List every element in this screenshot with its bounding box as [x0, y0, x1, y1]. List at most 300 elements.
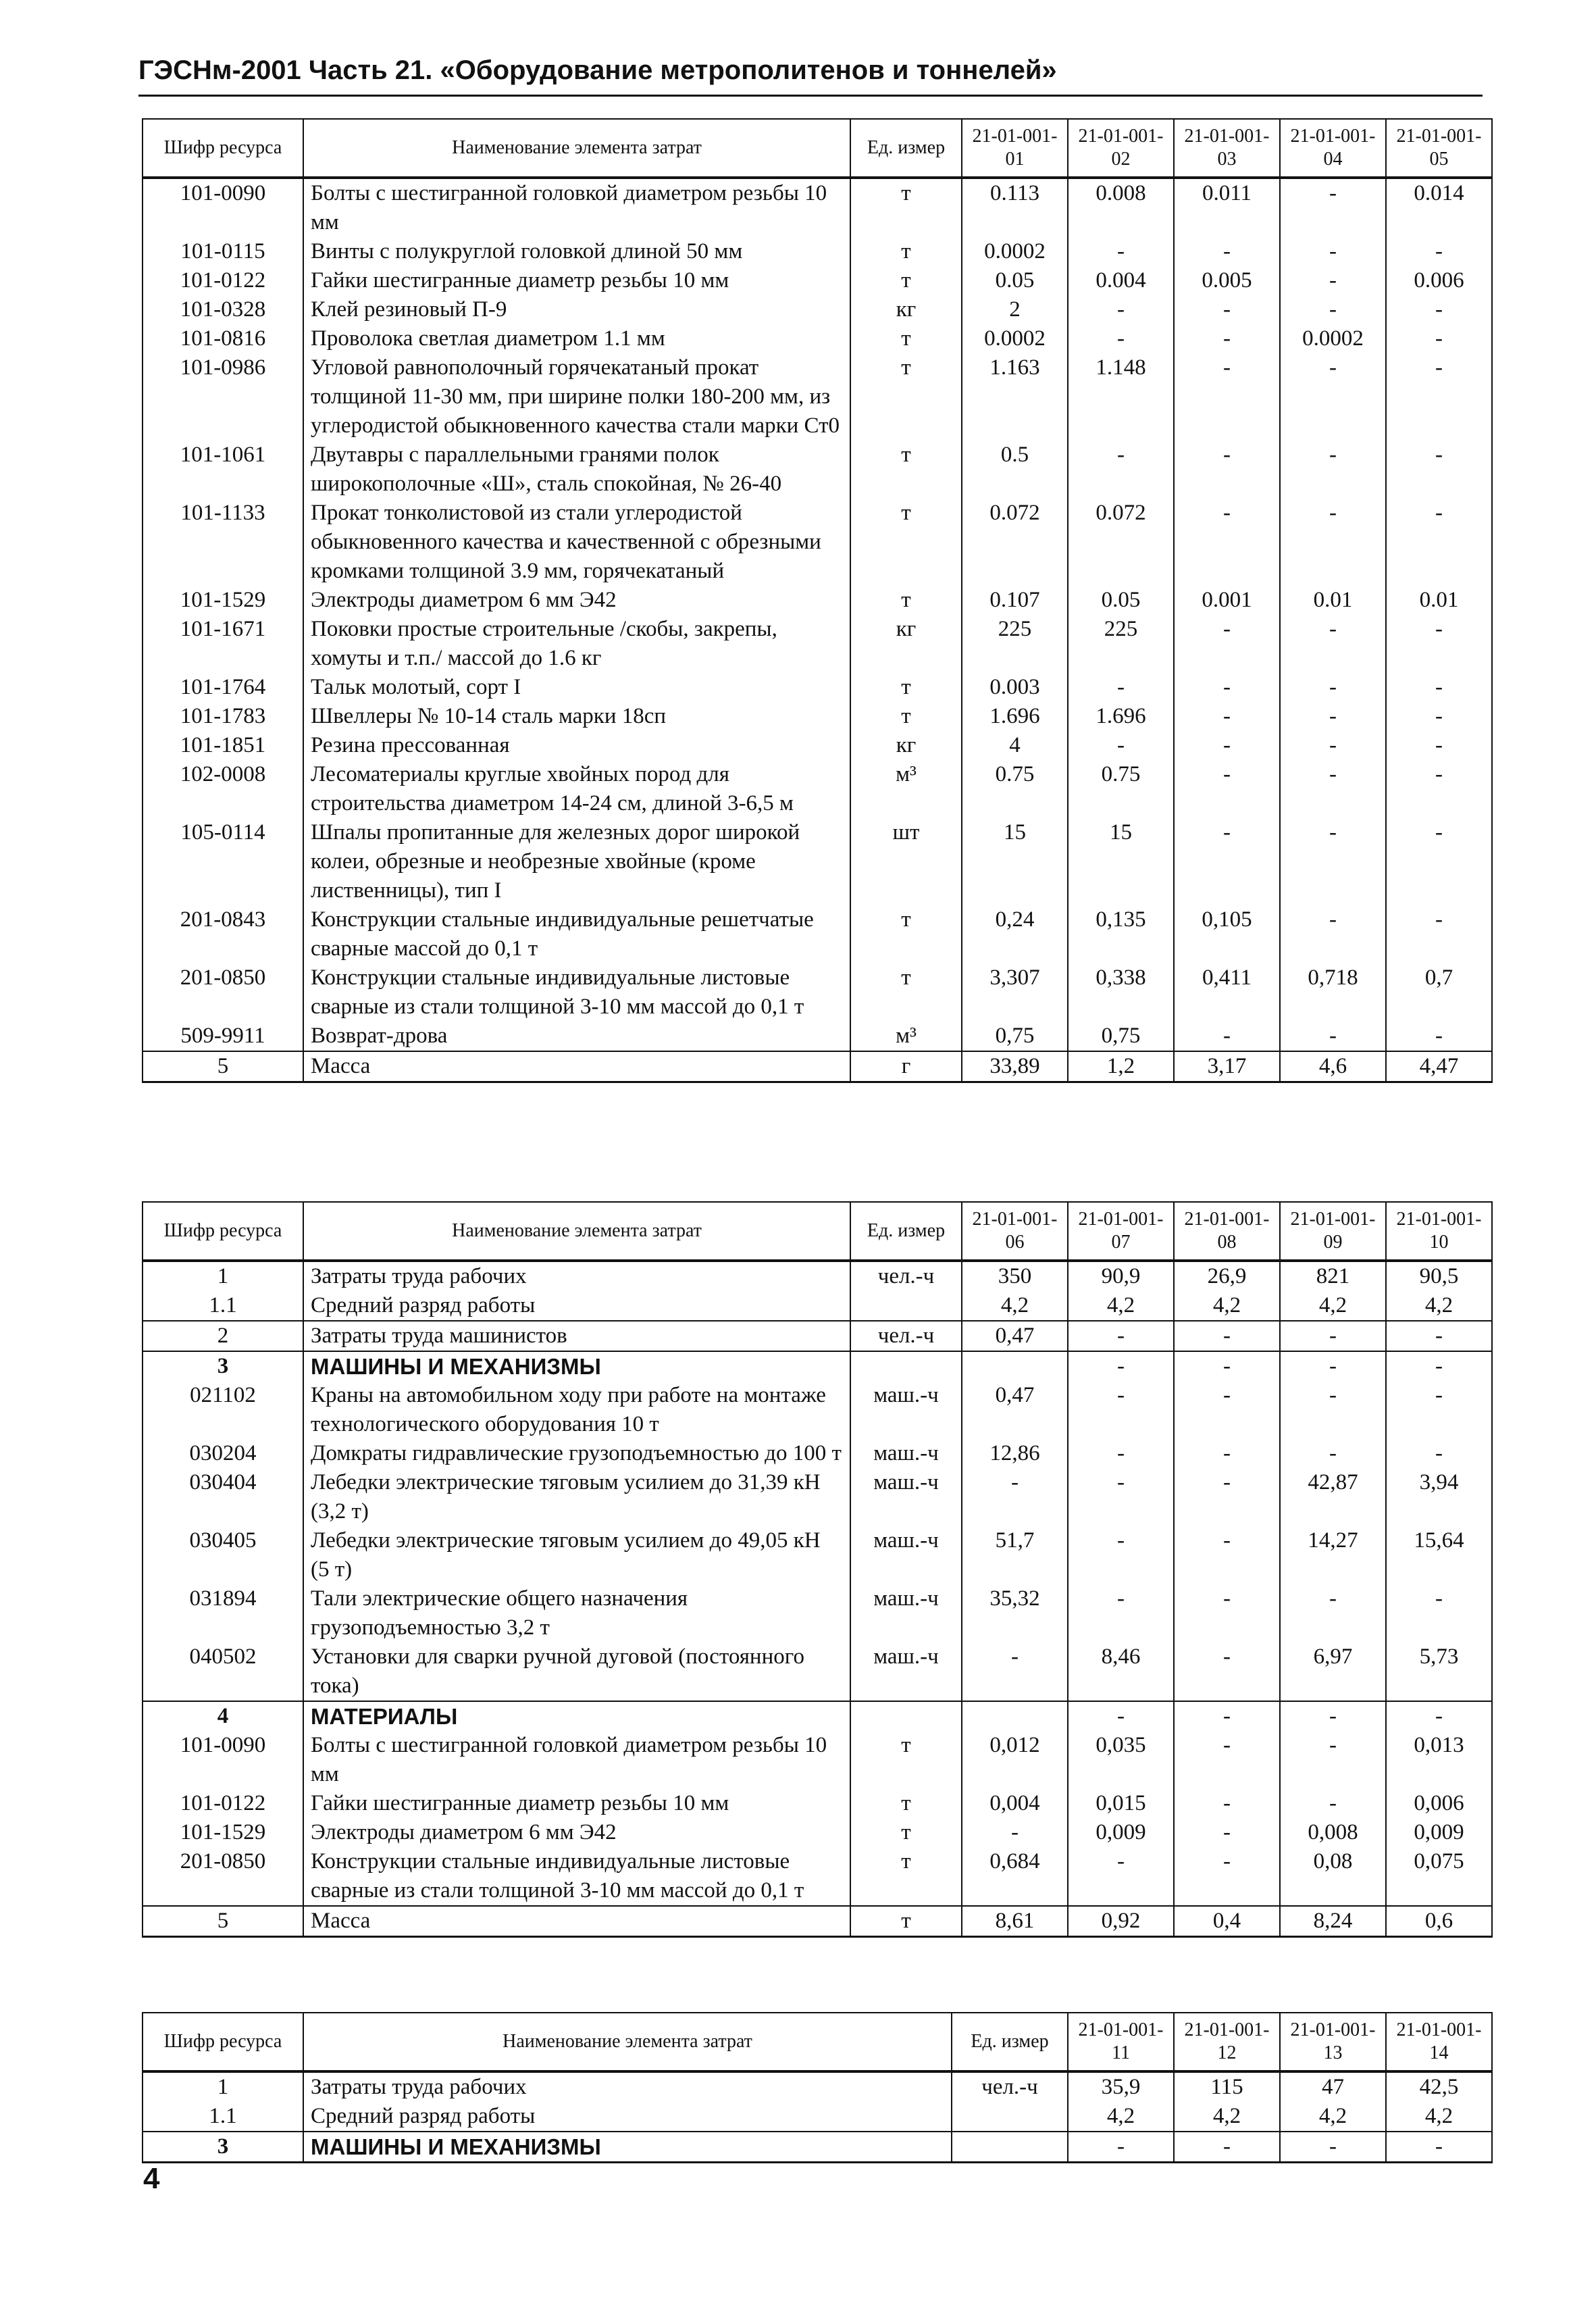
column-header: 21-01-001-05: [1386, 119, 1492, 178]
column-header: 21-01-001-06: [962, 1202, 1068, 1261]
table-row: [143, 615, 1492, 673]
value-cell: -: [1386, 324, 1492, 353]
value-cell: 0.014: [1386, 178, 1492, 237]
value-cell: -: [1280, 702, 1386, 731]
column-header: Ед. измер: [850, 119, 962, 178]
unit-cell: кг: [850, 731, 962, 760]
table-row: [143, 178, 1492, 237]
value-cell: -: [1386, 1584, 1492, 1642]
value-cell: -: [1174, 2132, 1280, 2163]
table-header-row: [143, 119, 1492, 178]
resource-name-cell: МАТЕРИАЛЫ: [303, 1701, 850, 1731]
unit-cell: чел.-ч: [952, 2071, 1068, 2102]
value-cell: -: [1386, 441, 1492, 499]
value-cell: -: [1280, 673, 1386, 702]
value-cell: 4,47: [1386, 1051, 1492, 1082]
value-cell: -: [1386, 499, 1492, 586]
resource-code-cell: 101-1851: [143, 731, 303, 760]
resource-name-cell: Двутавры с параллельными гранями полок широкополочные «Ш», сталь спокойная, № 26-40: [303, 441, 850, 499]
value-cell: -: [1174, 731, 1280, 760]
column-header: 21-01-001-12: [1174, 2013, 1280, 2071]
value-cell: -: [1174, 1022, 1280, 1051]
value-cell: -: [1280, 1351, 1386, 1381]
value-cell: 0,7: [1386, 963, 1492, 1022]
table-row: [143, 2071, 1492, 2102]
table-row: [143, 731, 1492, 760]
resource-name-cell: Конструкции стальные индивидуальные листовые сварные из стали толщиной 3-10 мм массой до 0,1 т: [303, 1847, 850, 1906]
value-cell: -: [1386, 760, 1492, 818]
value-cell: -: [1280, 237, 1386, 266]
value-cell: 0.0002: [962, 237, 1068, 266]
value-cell: 5,73: [1386, 1642, 1492, 1701]
value-cell: 0,24: [962, 905, 1068, 963]
value-cell: -: [1174, 1381, 1280, 1439]
table-header-row: [143, 1202, 1492, 1261]
value-cell: -: [1068, 237, 1174, 266]
value-cell: 15: [1068, 818, 1174, 905]
unit-cell: т: [850, 702, 962, 731]
value-cell: [962, 1351, 1068, 1381]
resource-name-cell: Тальк молотый, сорт I: [303, 673, 850, 702]
value-cell: 90,5: [1386, 1261, 1492, 1291]
resource-name-cell: Возврат-дрова: [303, 1022, 850, 1051]
value-cell: -: [1174, 499, 1280, 586]
table-row: [143, 1468, 1492, 1526]
value-cell: 42,5: [1386, 2071, 1492, 2102]
value-cell: -: [1174, 1321, 1280, 1351]
resource-name-cell: Лебедки электрические тяговым усилием до 31,39 кН (3,2 т): [303, 1468, 850, 1526]
table-row: [143, 1261, 1492, 1291]
value-cell: -: [1280, 295, 1386, 324]
resource-code-cell: 1.1: [143, 1291, 303, 1321]
value-cell: -: [1174, 237, 1280, 266]
resource-code-cell: 101-1671: [143, 615, 303, 673]
value-cell: -: [1068, 324, 1174, 353]
value-cell: 0,75: [1068, 1022, 1174, 1051]
column-header: 21-01-001-07: [1068, 1202, 1174, 1261]
unit-cell: маш.-ч: [850, 1526, 962, 1584]
resource-name-cell: Конструкции стальные индивидуальные решетчатые сварные массой до 0,1 т: [303, 905, 850, 963]
value-cell: -: [1068, 1351, 1174, 1381]
resource-name-cell: Домкраты гидравлические грузоподъемностью до 100 т: [303, 1439, 850, 1468]
column-header: 21-01-001-11: [1068, 2013, 1174, 2071]
value-cell: 0,08: [1280, 1847, 1386, 1906]
value-cell: 4,2: [1280, 1291, 1386, 1321]
table-row: [143, 1381, 1492, 1439]
value-cell: 33,89: [962, 1051, 1068, 1082]
value-cell: 14,27: [1280, 1526, 1386, 1584]
value-cell: 0,47: [962, 1321, 1068, 1351]
unit-cell: [952, 2102, 1068, 2132]
table-row: [143, 963, 1492, 1022]
resource-name-cell: Электроды диаметром 6 мм Э42: [303, 1818, 850, 1847]
unit-cell: [850, 1291, 962, 1321]
unit-cell: т: [850, 1731, 962, 1789]
value-cell: -: [1386, 905, 1492, 963]
value-cell: -: [1280, 1789, 1386, 1818]
resource-code-cell: 031894: [143, 1584, 303, 1642]
value-cell: 0.01: [1386, 586, 1492, 615]
resource-name-cell: Затраты труда рабочих: [303, 2071, 952, 2102]
resource-code-cell: 101-0816: [143, 324, 303, 353]
value-cell: 821: [1280, 1261, 1386, 1291]
unit-cell: [850, 1701, 962, 1731]
value-cell: -: [1174, 1351, 1280, 1381]
resource-code-cell: 3: [143, 1351, 303, 1381]
value-cell: 4,2: [1068, 1291, 1174, 1321]
resource-code-cell: 2: [143, 1321, 303, 1351]
unit-cell: г: [850, 1051, 962, 1082]
value-cell: 0.01: [1280, 586, 1386, 615]
column-header: 21-01-001-14: [1386, 2013, 1492, 2071]
resource-name-cell: Конструкции стальные индивидуальные листовые сварные из стали толщиной 3-10 мм массой до 0,1 т: [303, 963, 850, 1022]
value-cell: -: [1068, 1381, 1174, 1439]
value-cell: 0,075: [1386, 1847, 1492, 1906]
resource-code-cell: 101-1133: [143, 499, 303, 586]
table-row: [143, 1439, 1492, 1468]
value-cell: 0,004: [962, 1789, 1068, 1818]
value-cell: 4,6: [1280, 1051, 1386, 1082]
value-cell: 0.75: [1068, 760, 1174, 818]
resource-code-cell: 102-0008: [143, 760, 303, 818]
value-cell: -: [1068, 1468, 1174, 1526]
value-cell: 0.003: [962, 673, 1068, 702]
value-cell: 0.05: [962, 266, 1068, 295]
unit-cell: шт: [850, 818, 962, 905]
resource-name-cell: Резина прессованная: [303, 731, 850, 760]
table-row: [143, 1321, 1492, 1351]
value-cell: 0,012: [962, 1731, 1068, 1789]
value-cell: 0,008: [1280, 1818, 1386, 1847]
value-cell: -: [1068, 673, 1174, 702]
unit-cell: кг: [850, 295, 962, 324]
table-row: [143, 1642, 1492, 1701]
value-cell: 2: [962, 295, 1068, 324]
resource-code-cell: 3: [143, 2132, 303, 2163]
column-header: Ед. измер: [952, 2013, 1068, 2071]
resource-name-cell: Установки для сварки ручной дуговой (постоянного тока): [303, 1642, 850, 1701]
value-cell: 0,035: [1068, 1731, 1174, 1789]
value-cell: 42,87: [1280, 1468, 1386, 1526]
value-cell: 0.004: [1068, 266, 1174, 295]
value-cell: -: [1386, 615, 1492, 673]
value-cell: 4,2: [1280, 2102, 1386, 2132]
unit-cell: т: [850, 1818, 962, 1847]
unit-cell: м³: [850, 1022, 962, 1051]
value-cell: -: [1068, 1439, 1174, 1468]
value-cell: -: [1174, 353, 1280, 441]
resource-code-cell: 101-0328: [143, 295, 303, 324]
table-row: [143, 1526, 1492, 1584]
value-cell: -: [1280, 1731, 1386, 1789]
value-cell: 4,2: [1174, 2102, 1280, 2132]
resource-code-cell: 201-0850: [143, 963, 303, 1022]
value-cell: -: [1386, 1351, 1492, 1381]
column-header: 21-01-001-13: [1280, 2013, 1386, 2071]
value-cell: 1.163: [962, 353, 1068, 441]
value-cell: 3,17: [1174, 1051, 1280, 1082]
value-cell: -: [1280, 760, 1386, 818]
value-cell: 0,105: [1174, 905, 1280, 963]
value-cell: -: [1280, 1584, 1386, 1642]
resource-code-cell: 101-0090: [143, 1731, 303, 1789]
resource-code-cell: 040502: [143, 1642, 303, 1701]
value-cell: -: [1280, 1701, 1386, 1731]
unit-cell: т: [850, 963, 962, 1022]
resource-code-cell: 1.1: [143, 2102, 303, 2132]
resource-code-cell: 101-0115: [143, 237, 303, 266]
resource-name-cell: МАШИНЫ И МЕХАНИЗМЫ: [303, 2132, 952, 2163]
value-cell: 4: [962, 731, 1068, 760]
column-header: 21-01-001-02: [1068, 119, 1174, 178]
table-row: [143, 441, 1492, 499]
resource-code-cell: 5: [143, 1906, 303, 1937]
value-cell: 4,2: [1068, 2102, 1174, 2132]
unit-cell: м³: [850, 760, 962, 818]
value-cell: 0,338: [1068, 963, 1174, 1022]
value-cell: -: [1068, 295, 1174, 324]
value-cell: -: [1386, 1439, 1492, 1468]
resource-code-cell: 030404: [143, 1468, 303, 1526]
value-cell: 4,2: [962, 1291, 1068, 1321]
table-row: [143, 324, 1492, 353]
resource-name-cell: Гайки шестигранные диаметр резьбы 10 мм: [303, 266, 850, 295]
value-cell: 0.072: [1068, 499, 1174, 586]
value-cell: 0,92: [1068, 1906, 1174, 1937]
value-cell: 0.113: [962, 178, 1068, 237]
resource-name-cell: Болты с шестигранной головкой диаметром резьбы 10 мм: [303, 1731, 850, 1789]
unit-cell: т: [850, 499, 962, 586]
column-header: Наименование элемента затрат: [303, 119, 850, 178]
resource-name-cell: Лесоматериалы круглые хвойных пород для строительства диаметром 14-24 см, длиной 3-6,5 м: [303, 760, 850, 818]
table-row: [143, 1291, 1492, 1321]
value-cell: -: [1174, 1642, 1280, 1701]
resource-code-cell: 1: [143, 1261, 303, 1291]
value-cell: -: [1068, 1584, 1174, 1642]
value-cell: 6,97: [1280, 1642, 1386, 1701]
resource-name-cell: Проволока светлая диаметром 1.1 мм: [303, 324, 850, 353]
value-cell: -: [1068, 1847, 1174, 1906]
value-cell: -: [1068, 2132, 1174, 2163]
value-cell: 0.75: [962, 760, 1068, 818]
unit-cell: т: [850, 905, 962, 963]
value-cell: -: [1386, 2132, 1492, 2163]
column-header: 21-01-001-10: [1386, 1202, 1492, 1261]
column-header: Наименование элемента затрат: [303, 2013, 952, 2071]
value-cell: -: [1280, 2132, 1386, 2163]
value-cell: 0.05: [1068, 586, 1174, 615]
value-cell: 0,009: [1386, 1818, 1492, 1847]
resource-name-cell: Масса: [303, 1906, 850, 1937]
value-cell: 0,6: [1386, 1906, 1492, 1937]
value-cell: -: [1280, 441, 1386, 499]
resource-name-cell: Затраты труда машинистов: [303, 1321, 850, 1351]
resource-code-cell: 1: [143, 2071, 303, 2102]
value-cell: 0.072: [962, 499, 1068, 586]
table-row: [143, 1022, 1492, 1051]
value-cell: -: [1068, 1321, 1174, 1351]
value-cell: 0.0002: [1280, 324, 1386, 353]
value-cell: 8,24: [1280, 1906, 1386, 1937]
unit-cell: т: [850, 237, 962, 266]
value-cell: -: [1386, 1701, 1492, 1731]
value-cell: -: [1174, 1468, 1280, 1526]
page-number: 4: [143, 2162, 160, 2195]
value-cell: -: [1386, 1381, 1492, 1439]
resource-code-cell: 021102: [143, 1381, 303, 1439]
value-cell: -: [1068, 1701, 1174, 1731]
table-row: [143, 1731, 1492, 1789]
table-row: [143, 237, 1492, 266]
table-row: [143, 1701, 1492, 1731]
resource-code-cell: 201-0850: [143, 1847, 303, 1906]
unit-cell: маш.-ч: [850, 1381, 962, 1439]
value-cell: 0.0002: [962, 324, 1068, 353]
value-cell: 4,2: [1386, 2102, 1492, 2132]
value-cell: 0,015: [1068, 1789, 1174, 1818]
value-cell: 350: [962, 1261, 1068, 1291]
value-cell: 26,9: [1174, 1261, 1280, 1291]
value-cell: -: [1174, 1439, 1280, 1468]
table-row: [143, 1351, 1492, 1381]
value-cell: -: [1280, 731, 1386, 760]
value-cell: -: [1280, 818, 1386, 905]
value-cell: -: [1280, 266, 1386, 295]
unit-cell: т: [850, 324, 962, 353]
value-cell: -: [962, 1468, 1068, 1526]
resource-code-cell: 101-1061: [143, 441, 303, 499]
value-cell: -: [1280, 1439, 1386, 1468]
table-row: [143, 1051, 1492, 1082]
value-cell: -: [1174, 1847, 1280, 1906]
value-cell: -: [1174, 702, 1280, 731]
resource-name-cell: МАШИНЫ И МЕХАНИЗМЫ: [303, 1351, 850, 1381]
value-cell: 35,32: [962, 1584, 1068, 1642]
table-header-row: [143, 2013, 1492, 2071]
value-cell: 0,135: [1068, 905, 1174, 963]
resource-code-cell: 101-0090: [143, 178, 303, 237]
unit-cell: [952, 2132, 1068, 2163]
value-cell: 0,006: [1386, 1789, 1492, 1818]
resource-name-cell: Тали электрические общего назначения грузоподъемностью 3,2 т: [303, 1584, 850, 1642]
resource-code-cell: 509-9911: [143, 1022, 303, 1051]
value-cell: 1.696: [1068, 702, 1174, 731]
resource-name-cell: Средний разряд работы: [303, 1291, 850, 1321]
value-cell: -: [1386, 818, 1492, 905]
unit-cell: т: [850, 586, 962, 615]
value-cell: -: [1174, 1789, 1280, 1818]
table-row: [143, 1584, 1492, 1642]
resource-name-cell: Электроды диаметром 6 мм Э42: [303, 586, 850, 615]
resource-code-cell: 101-1529: [143, 586, 303, 615]
unit-cell: маш.-ч: [850, 1439, 962, 1468]
value-cell: 3,94: [1386, 1468, 1492, 1526]
value-cell: 35,9: [1068, 2071, 1174, 2102]
unit-cell: чел.-ч: [850, 1321, 962, 1351]
value-cell: 0,009: [1068, 1818, 1174, 1847]
unit-cell: т: [850, 1789, 962, 1818]
value-cell: -: [1174, 1526, 1280, 1584]
resource-name-cell: Краны на автомобильном ходу при работе на монтаже технологического оборудования 10 т: [303, 1381, 850, 1439]
value-cell: 0,75: [962, 1022, 1068, 1051]
value-cell: 225: [962, 615, 1068, 673]
table-row: [143, 1818, 1492, 1847]
resource-table-1: [142, 118, 1493, 1083]
resource-code-cell: 101-0122: [143, 1789, 303, 1818]
value-cell: 1.148: [1068, 353, 1174, 441]
value-cell: 115: [1174, 2071, 1280, 2102]
value-cell: -: [1280, 905, 1386, 963]
resource-code-cell: 101-0986: [143, 353, 303, 441]
unit-cell: т: [850, 178, 962, 237]
value-cell: -: [1386, 673, 1492, 702]
resource-code-cell: 105-0114: [143, 818, 303, 905]
value-cell: 1,2: [1068, 1051, 1174, 1082]
column-header: 21-01-001-08: [1174, 1202, 1280, 1261]
value-cell: -: [1280, 1321, 1386, 1351]
column-header: 21-01-001-04: [1280, 119, 1386, 178]
value-cell: 47: [1280, 2071, 1386, 2102]
resource-code-cell: 030405: [143, 1526, 303, 1584]
value-cell: -: [1174, 818, 1280, 905]
unit-cell: чел.-ч: [850, 1261, 962, 1291]
resource-name-cell: Масса: [303, 1051, 850, 1082]
value-cell: [962, 1701, 1068, 1731]
column-header: Ед. измер: [850, 1202, 962, 1261]
table-row: [143, 353, 1492, 441]
value-cell: 0,411: [1174, 963, 1280, 1022]
table-row: [143, 1789, 1492, 1818]
value-cell: -: [1068, 441, 1174, 499]
value-cell: -: [962, 1818, 1068, 1847]
value-cell: 0.005: [1174, 266, 1280, 295]
value-cell: 0.5: [962, 441, 1068, 499]
value-cell: 90,9: [1068, 1261, 1174, 1291]
table-row: [143, 673, 1492, 702]
value-cell: 8,46: [1068, 1642, 1174, 1701]
value-cell: -: [1280, 499, 1386, 586]
unit-cell: маш.-ч: [850, 1584, 962, 1642]
resource-name-cell: Прокат тонколистовой из стали углеродистой обыкновенного качества и качественной с обрезными кромками толщиной 3.9 мм, горячекатаный: [303, 499, 850, 586]
value-cell: 0.107: [962, 586, 1068, 615]
resource-name-cell: Поковки простые строительные /скобы, закрепы, хомуты и т.п./ массой до 1.6 кг: [303, 615, 850, 673]
value-cell: 0,684: [962, 1847, 1068, 1906]
value-cell: 51,7: [962, 1526, 1068, 1584]
value-cell: 0,4: [1174, 1906, 1280, 1937]
table-row: [143, 702, 1492, 731]
resource-name-cell: Лебедки электрические тяговым усилием до 49,05 кН (5 т): [303, 1526, 850, 1584]
value-cell: -: [1174, 1731, 1280, 1789]
value-cell: 4,2: [1174, 1291, 1280, 1321]
table-row: [143, 586, 1492, 615]
table-row: [143, 499, 1492, 586]
value-cell: 225: [1068, 615, 1174, 673]
table-row: [143, 760, 1492, 818]
table-row: [143, 905, 1492, 963]
unit-cell: кг: [850, 615, 962, 673]
value-cell: 15: [962, 818, 1068, 905]
unit-cell: т: [850, 353, 962, 441]
value-cell: -: [1386, 1321, 1492, 1351]
resource-code-cell: 030204: [143, 1439, 303, 1468]
value-cell: -: [1174, 441, 1280, 499]
value-cell: -: [1280, 1022, 1386, 1051]
value-cell: 0.011: [1174, 178, 1280, 237]
unit-cell: [850, 1351, 962, 1381]
resource-name-cell: Болты с шестигранной головкой диаметром резьбы 10 мм: [303, 178, 850, 237]
resource-code-cell: 201-0843: [143, 905, 303, 963]
value-cell: 0,47: [962, 1381, 1068, 1439]
